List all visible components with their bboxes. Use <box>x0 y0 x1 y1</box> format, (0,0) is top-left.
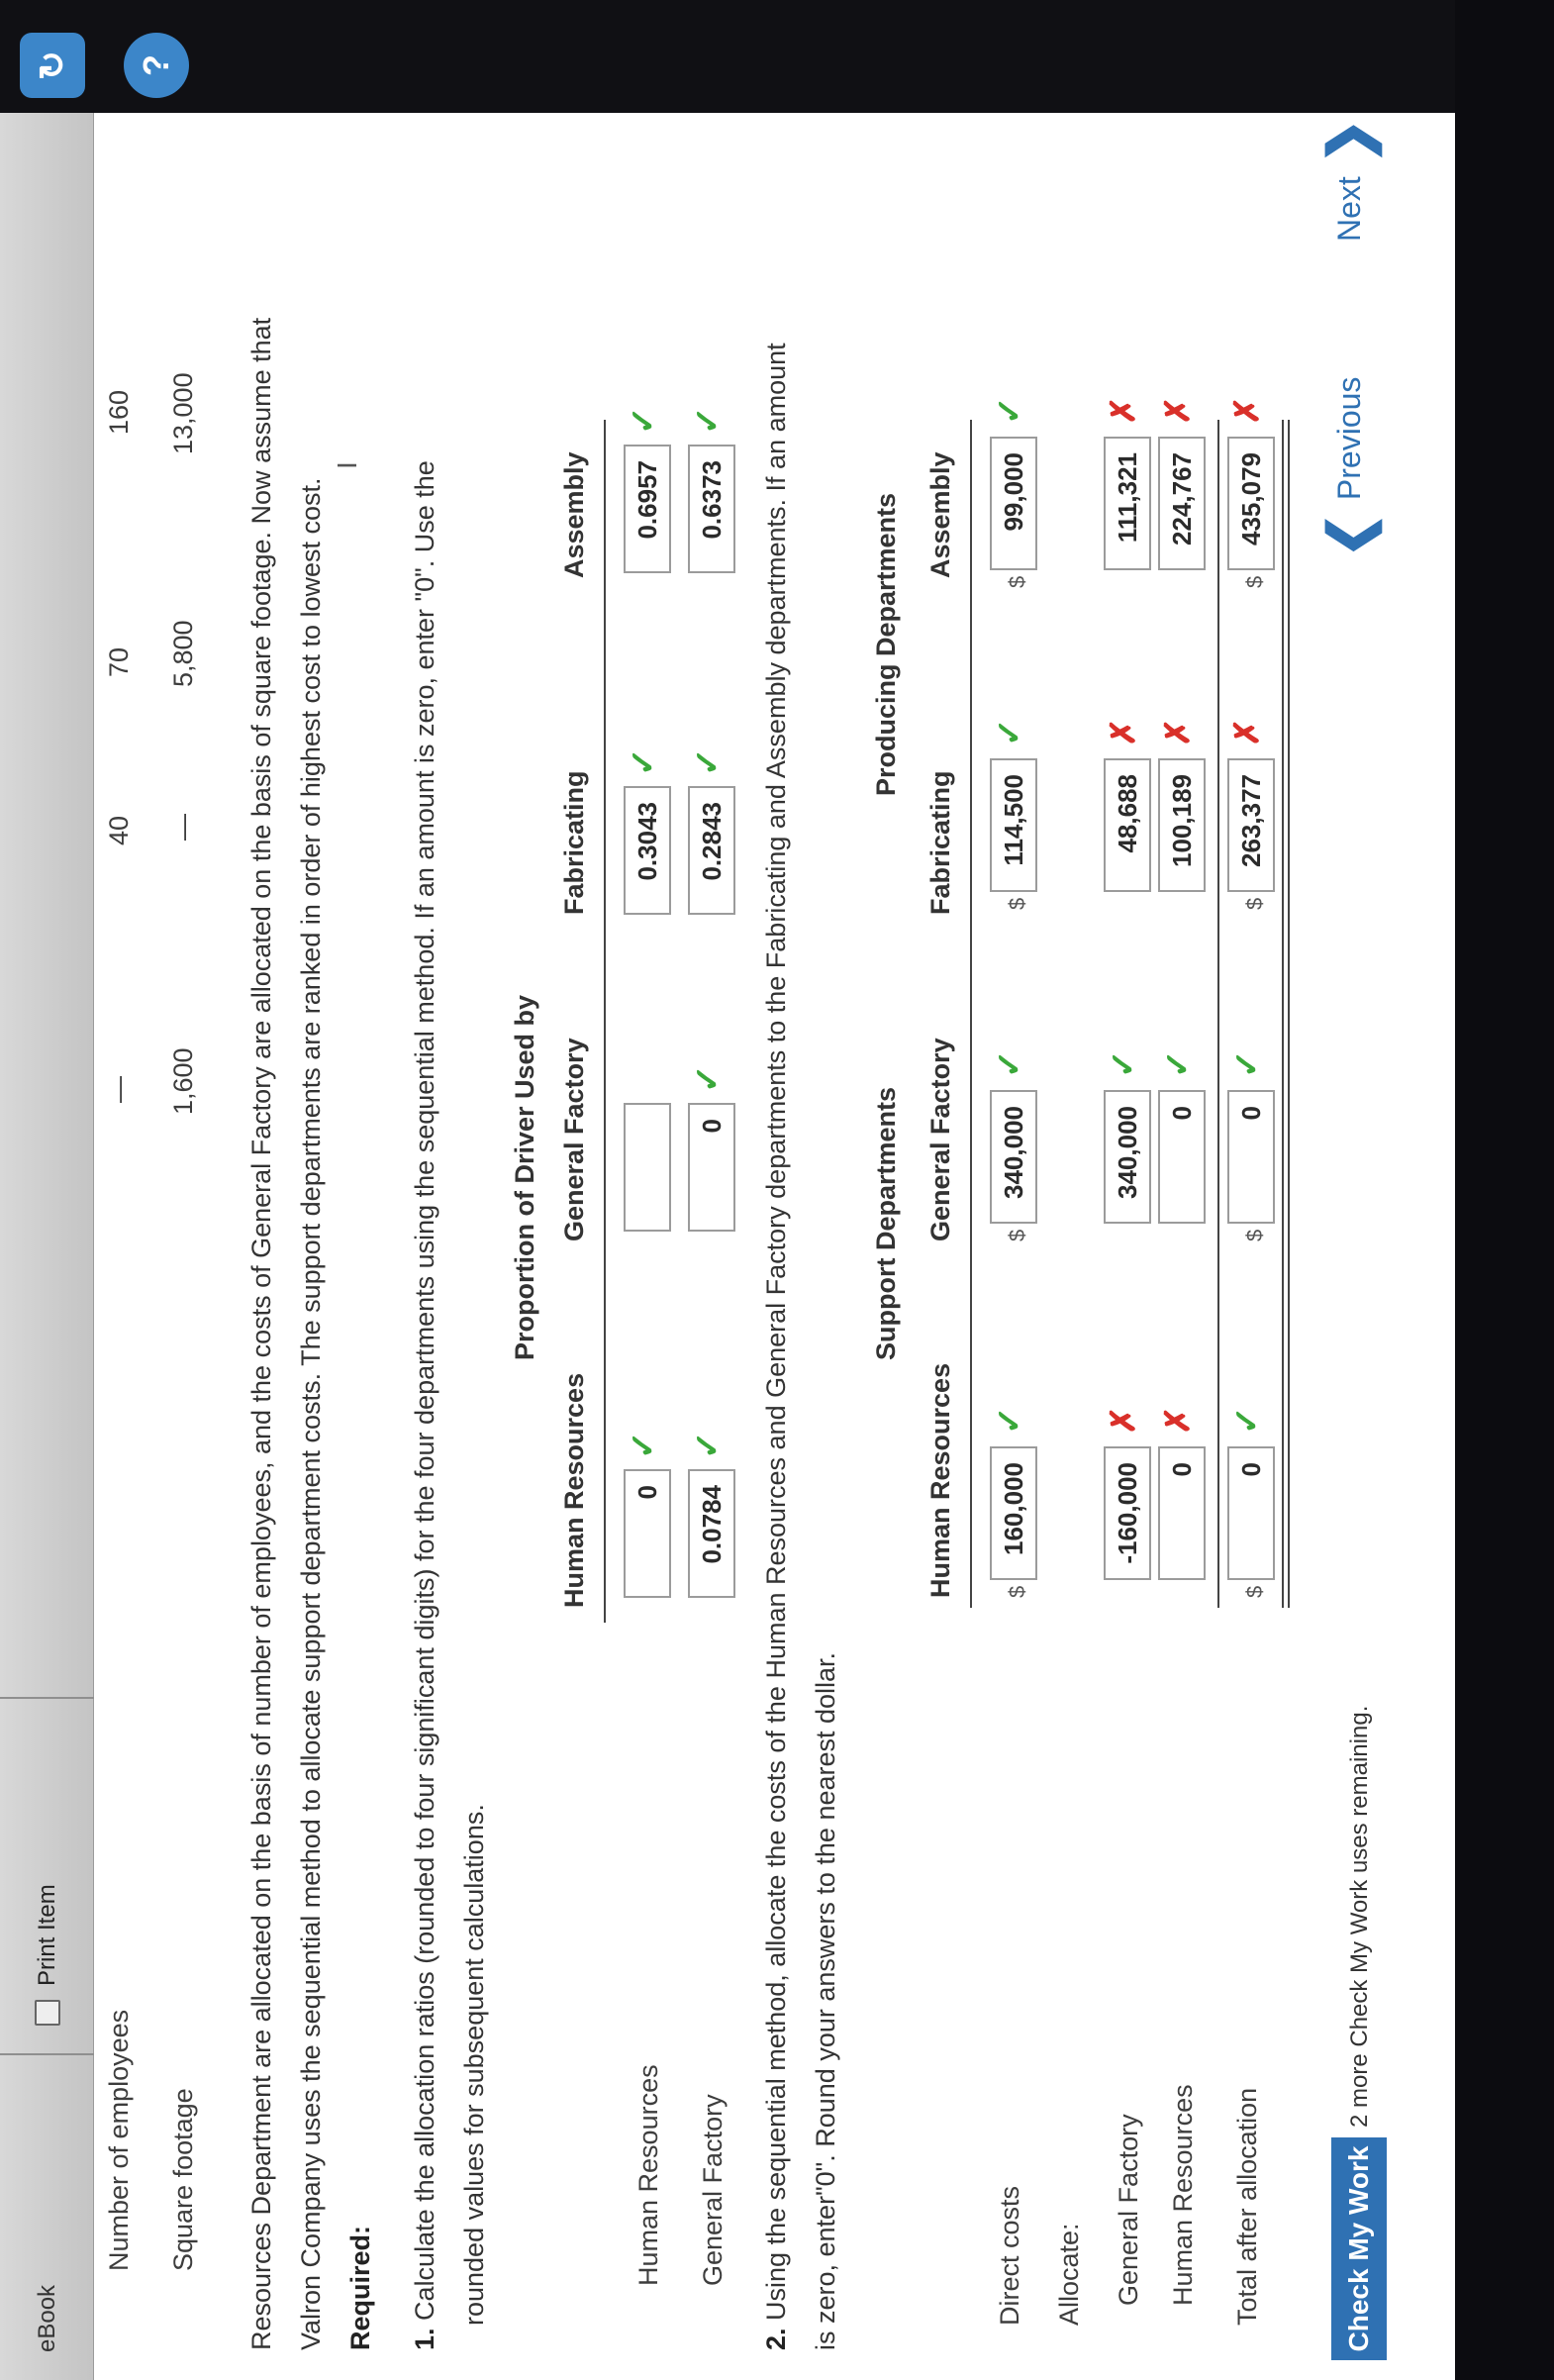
part1-instructions-2: rounded values for subsequent calculations. <box>459 1804 489 2326</box>
cost-input[interactable]: 0 <box>1227 1090 1275 1224</box>
driver-row-label: Square footage <box>168 2088 198 2271</box>
col-header: Assembly <box>559 451 589 578</box>
check-mark-icon: ✓ <box>991 718 1028 746</box>
ratio-input[interactable] <box>624 1103 671 1232</box>
check-mark-icon: ✓ <box>689 1431 727 1459</box>
driver-cell: 5,800 <box>168 620 198 687</box>
window-frame-bottom <box>1455 0 1554 2380</box>
check-mark-icon: ✓ <box>991 1406 1028 1435</box>
cost-input[interactable]: 435,079 <box>1227 437 1275 570</box>
driver-cell: — <box>104 1076 134 1103</box>
cost-input[interactable]: 160,000 <box>990 1446 1037 1580</box>
check-my-work-button[interactable]: Check My Work <box>1331 2137 1387 2360</box>
ratio-input[interactable]: 0 <box>624 1469 671 1598</box>
cost-input[interactable]: 224,767 <box>1158 437 1206 570</box>
intro-line-2: Valron Company uses the sequential method to allocate support department costs. The support departments are ranked in order of highest cost to lowest cost. <box>296 477 326 2350</box>
driver-cell: 160 <box>104 389 134 435</box>
col-header: Human Resources <box>925 1362 955 1598</box>
row-label-general-factory: General Factory <box>1114 2114 1143 2306</box>
tab-print-item-label: Print Item <box>33 1884 60 1986</box>
x-mark-icon: ✗ <box>1228 718 1266 746</box>
driver-cell: 1,600 <box>168 1047 198 1115</box>
ratio-input[interactable]: 0 <box>688 1103 735 1232</box>
x-mark-icon: ✗ <box>1159 1406 1197 1435</box>
next-label: Next <box>1330 176 1367 242</box>
x-mark-icon: ✗ <box>1105 1406 1142 1435</box>
uses-remaining-text: 2 more Check My Work uses remaining. <box>1346 1705 1373 2128</box>
check-mark-icon: ✓ <box>1159 1049 1197 1078</box>
cost-input[interactable]: 0 <box>1158 1090 1206 1224</box>
check-mark-icon: ✓ <box>1105 1049 1142 1078</box>
check-mark-icon: ✓ <box>1228 1406 1266 1435</box>
chevron-left-icon: ❮ <box>1317 512 1380 558</box>
ratio-row-label: General Factory <box>698 2094 728 2286</box>
part1-table-title: Proportion of Driver Used by <box>510 994 539 1360</box>
part1-number: 1. <box>410 2328 439 2350</box>
next-button[interactable] <box>1317 118 1380 242</box>
driver-cell: — <box>168 814 198 841</box>
header-rule <box>970 420 972 1608</box>
currency-symbol: $ <box>1242 1229 1267 1241</box>
currency-symbol: $ <box>1005 897 1029 910</box>
required-heading: Required: <box>345 2225 375 2350</box>
cost-input[interactable]: 0 <box>1158 1446 1206 1580</box>
cost-input[interactable]: 100,189 <box>1158 758 1206 892</box>
ratio-input[interactable]: 0.0784 <box>688 1469 735 1598</box>
print-icon <box>35 2000 60 2026</box>
previous-label: Previous <box>1330 376 1367 501</box>
tab-ebook[interactable]: eBook <box>0 2053 94 2380</box>
part1-instructions: Calculate the allocation ratios (rounded to four significant digits) for the four departments using the sequential method. If an amount is zero, enter "0". Use the <box>410 460 439 2321</box>
row-label-allocate: Allocate: <box>1054 2223 1084 2326</box>
ratio-input[interactable]: 0.3043 <box>624 786 671 915</box>
cost-input[interactable]: 99,000 <box>990 437 1037 570</box>
col-header: Fabricating <box>559 770 589 915</box>
x-mark-icon: ✗ <box>1159 718 1197 746</box>
cost-input[interactable]: 340,000 <box>990 1090 1037 1224</box>
currency-symbol: $ <box>1005 1585 1029 1598</box>
cost-input[interactable]: 48,688 <box>1104 758 1151 892</box>
row-label-human-resources: Human Resources <box>1168 2084 1198 2306</box>
group-header-support: Support Departments <box>871 1086 901 1360</box>
check-mark-icon: ✓ <box>625 747 662 776</box>
driver-cell: 70 <box>104 646 134 677</box>
cost-input[interactable]: 111,321 <box>1104 437 1151 570</box>
cost-input[interactable]: 340,000 <box>1104 1090 1151 1224</box>
driver-cell: 40 <box>104 815 134 845</box>
check-mark-icon: ✓ <box>991 396 1028 425</box>
driver-cell: 13,000 <box>168 372 198 454</box>
cost-input[interactable]: 263,377 <box>1227 758 1275 892</box>
total-rule <box>1282 420 1284 1608</box>
cost-input[interactable]: 0 <box>1227 1446 1275 1580</box>
col-header: Human Resources <box>559 1372 589 1608</box>
row-label-direct-costs: Direct costs <box>995 2185 1024 2326</box>
col-header: Assembly <box>925 451 955 578</box>
cost-input[interactable]: 114,500 <box>990 758 1037 892</box>
col-header: General Factory <box>559 1038 589 1241</box>
ratio-input[interactable]: 0.2843 <box>688 786 735 915</box>
check-mark-icon: ✓ <box>1228 1049 1266 1078</box>
x-mark-icon: ✗ <box>1105 718 1142 746</box>
subtotal-rule <box>1217 420 1219 1608</box>
part2-number: 2. <box>761 2328 791 2350</box>
currency-symbol: $ <box>1005 575 1029 588</box>
check-mark-icon: ✓ <box>625 1431 662 1459</box>
x-mark-icon: ✗ <box>1228 396 1266 425</box>
tab-print-item[interactable] <box>0 1697 94 2053</box>
currency-symbol: $ <box>1242 575 1267 588</box>
part2-instructions-2: is zero, enter"0". Round your answers to the nearest dollar. <box>811 1651 840 2350</box>
col-header: Fabricating <box>925 770 955 915</box>
window-frame <box>0 0 1554 113</box>
ratio-input[interactable]: 0.6373 <box>688 445 735 573</box>
check-mark-icon: ✓ <box>625 406 662 435</box>
currency-symbol: $ <box>1242 897 1267 910</box>
chevron-right-icon: ❯ <box>1317 118 1380 165</box>
total-double-rule <box>1288 420 1290 1608</box>
check-mark-icon: ✓ <box>991 1049 1028 1078</box>
ratio-row-label: Human Resources <box>633 2064 663 2286</box>
cost-input[interactable]: -160,000 <box>1104 1446 1151 1580</box>
row-label-total: Total after allocation <box>1232 2087 1262 2326</box>
main-content <box>94 113 1455 2380</box>
check-mark-icon: ✓ <box>689 1064 727 1093</box>
col-header: General Factory <box>925 1038 955 1241</box>
part2-instructions: Using the sequential method, allocate the costs of the Human Resources and General Factory departments to the Fabricating and Assembly departments. If an amount <box>761 343 791 2321</box>
check-mark-icon: ✓ <box>689 406 727 435</box>
driver-row-label: Number of employees <box>104 2009 134 2271</box>
currency-symbol: $ <box>1005 1229 1029 1241</box>
group-header-producing: Producing Departments <box>871 492 901 796</box>
x-mark-icon: ✗ <box>1105 396 1142 425</box>
intro-line-1: Resources Department are allocated on the basis of number of employees, and the costs of General Factory are allocated on the basis of square footage. Now assume that <box>246 317 276 2350</box>
ratio-input[interactable]: 0.6957 <box>624 445 671 573</box>
x-mark-icon: ✗ <box>1159 396 1197 425</box>
previous-button[interactable] <box>1317 376 1380 558</box>
refresh-icon[interactable]: ↻ <box>20 33 85 98</box>
currency-symbol: $ <box>1242 1585 1267 1598</box>
check-mark-icon: ✓ <box>689 747 727 776</box>
text-cursor-icon: I <box>332 461 362 469</box>
tab-bar <box>0 0 94 2380</box>
help-icon[interactable]: ? <box>124 33 189 98</box>
header-rule <box>604 420 606 1623</box>
